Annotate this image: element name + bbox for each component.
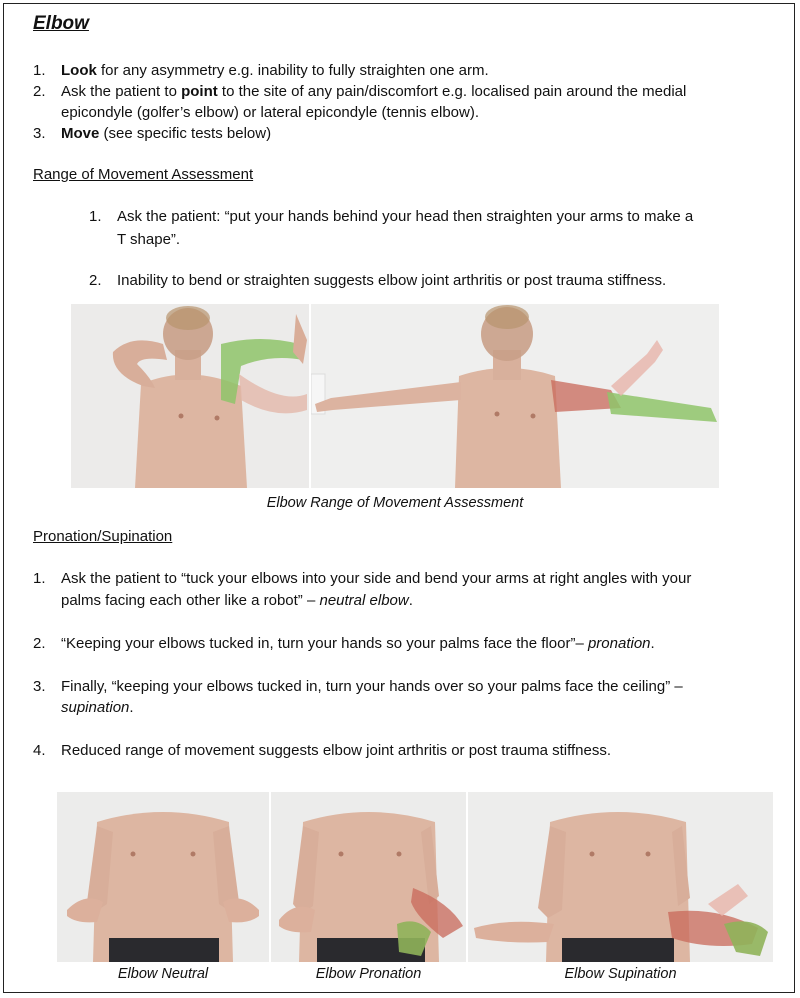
- pron-item-1-line2: [61, 590, 413, 612]
- page-title: Elbow: [33, 13, 89, 34]
- intro-num-2: 2.: [33, 83, 46, 100]
- intro-num-3: 3.: [33, 125, 46, 142]
- rom-heading: Range of Movement Assessment: [33, 166, 254, 183]
- pron-item-4: Reduced range of movement suggests elbow joint arthritis or post trauma stiffness.: [61, 742, 611, 759]
- rom-item-1: Ask the patient: “put your hands behind your head then straighten your arms to make a: [117, 208, 694, 225]
- pron-item-3-line2: [61, 697, 134, 719]
- intro-item-2-pre: Ask the patient to: [61, 83, 182, 100]
- rom-num-1: 1.: [89, 208, 102, 225]
- pron-item-2: [61, 633, 655, 655]
- pron-item-3-italic: supination: [61, 699, 130, 716]
- pron-item-1-line2-text: palms facing each other like a robot” –: [61, 592, 320, 609]
- intro-item-2: [61, 81, 686, 103]
- pron-item-2-end: .: [650, 635, 655, 652]
- photo-elbow-supination: [468, 792, 773, 962]
- intro-item-3-bold: Move: [61, 125, 100, 142]
- intro-item-1-text: for any asymmetry e.g. inability to fully straighten one arm.: [96, 62, 489, 79]
- rom-caption: Elbow Range of Movement Assessment: [266, 495, 524, 511]
- pron-num-4: 4.: [33, 742, 46, 759]
- intro-item-1: [61, 60, 489, 82]
- rom-photo-t-shape: [311, 304, 719, 488]
- pron-item-2-text: “Keeping your elbows tucked in, turn your hands so your palms face the floor”–: [61, 635, 588, 652]
- rom-item-1-line2: T shape”.: [117, 231, 181, 248]
- intro-item-3: [61, 123, 271, 145]
- pron-num-1: 1.: [33, 570, 46, 587]
- rom-photo-hands-behind-head: [71, 304, 309, 488]
- intro-num-1: 1.: [33, 62, 46, 79]
- pron-num-3: 3.: [33, 678, 46, 695]
- pron-item-1-italic: neutral elbow: [319, 592, 409, 609]
- photo-elbow-pronation: [271, 792, 466, 962]
- pronation-heading: Pronation/Supination: [33, 528, 173, 545]
- rom-item-2: Inability to bend or straighten suggests elbow joint arthritis or post trauma stiffness.: [117, 272, 667, 289]
- caption-elbow-pronation: Elbow Pronation: [315, 966, 422, 982]
- intro-item-1-bold: Look: [61, 62, 97, 79]
- photo-elbow-neutral: [57, 792, 269, 962]
- caption-elbow-neutral: Elbow Neutral: [117, 966, 209, 982]
- caption-elbow-supination: Elbow Supination: [564, 966, 677, 982]
- pron-num-2: 2.: [33, 635, 46, 652]
- pron-item-1-end: .: [408, 592, 413, 609]
- rom-num-2: 2.: [89, 272, 102, 289]
- pron-item-1: Ask the patient to “tuck your elbows into your side and bend your arms at right angles with your: [61, 570, 692, 587]
- pron-item-3-end: .: [129, 699, 134, 716]
- intro-item-2-text: to the site of any pain/discomfort e.g. localised pain around the medial: [217, 83, 687, 100]
- pron-item-2-italic: pronation: [587, 635, 651, 652]
- pron-item-3: Finally, “keeping your elbows tucked in, turn your hands over so your palms face the ceiling” –: [61, 678, 683, 695]
- intro-item-2-line2: epicondyle (golfer’s elbow) or lateral epicondyle (tennis elbow).: [61, 104, 480, 121]
- intro-item-3-text: (see specific tests below): [99, 125, 272, 142]
- intro-item-2-bold: point: [181, 83, 218, 100]
